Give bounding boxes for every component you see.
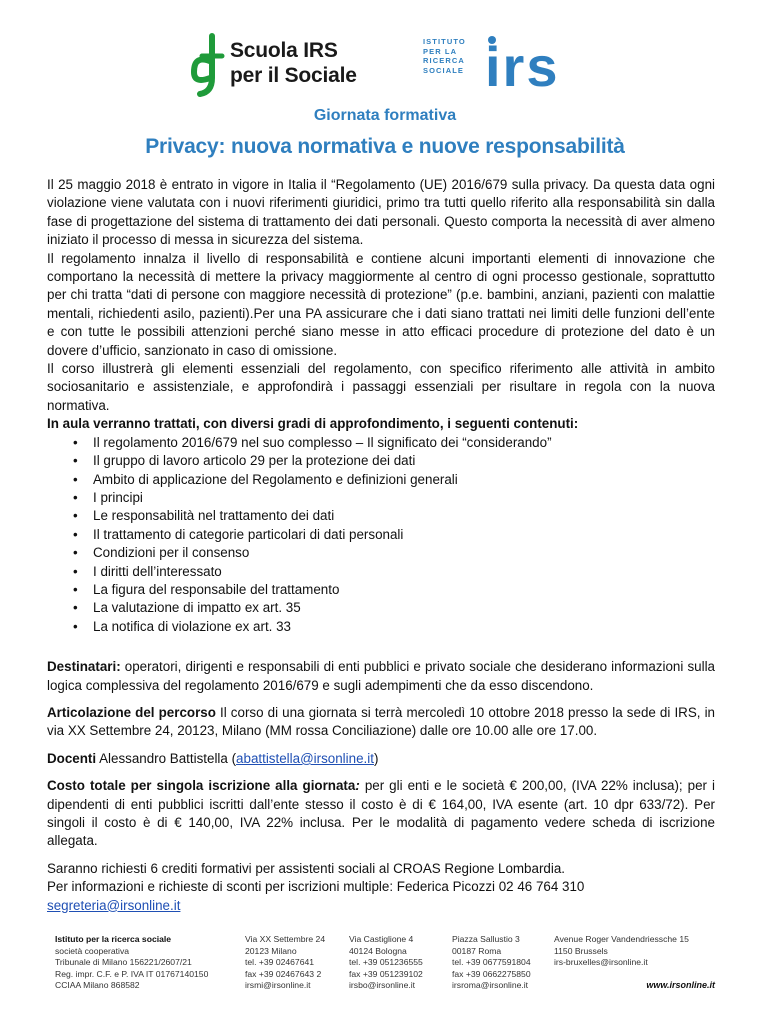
- footer-line: irs-bruxelles@irsonline.it: [554, 957, 648, 968]
- irs-logo-small-line: ISTITUTO: [423, 37, 466, 46]
- footer-line: fax +39 02467643 2: [245, 968, 322, 979]
- footer-line: Tribunale di Milano 156221/2607/21: [55, 957, 192, 968]
- footer-line: CCIAA Milano 868582: [55, 980, 140, 991]
- list-item: • Ambito di applicazione del Regolamento e definizioni generali: [93, 471, 715, 489]
- articolazione-text: Il corso di una giornata si terrà mercoledì 10 ottobre 2018 presso la sede di IRS, in via XX Settembre 24, 20123, Milano (MM rossa Conciliazione) dalle ore 10.00 alle ore 17.00.: [47, 704, 716, 739]
- intro-paragraph: Il 25 maggio 2018 è entrato in vigore in Italia il “Regolamento (UE) 2016/679 sulla privacy. Da questa data ogni violazione viene valutata con i nuovi riferimenti giuridici, primo tra tutti quello riferito alla responsabilità sin dalla fase di progettazione del sistema di trattamento dei dati personali. Questo comporta la necessità di aver almeno iniziato il processo di messa in sicurezza del sistema.: [47, 177, 715, 248]
- list-item: • Il trattamento di categorie particolari di dati personali: [93, 526, 715, 544]
- footer-line: società cooperativa: [55, 945, 130, 956]
- scuola-irs-mark-icon: [188, 32, 228, 98]
- list-item: • La notifica di violazione ex art. 33: [93, 618, 715, 636]
- scuola-logo-line1: Scuola IRS: [230, 39, 338, 62]
- topics-intro: In aula verranno trattati, con diversi gradi di approfondimento, i seguenti contenuti:: [47, 416, 579, 432]
- footer-line: tel. +39 02467641: [245, 957, 315, 968]
- footer-col-company: [55, 934, 208, 992]
- footer-line: 1150 Brussels: [554, 945, 608, 956]
- footer-line: 40124 Bologna: [349, 945, 407, 956]
- docenti-label: Docenti: [47, 750, 97, 766]
- footer-line: fax +39 0662275850: [452, 968, 531, 979]
- list-item: • Condizioni per il consenso: [93, 544, 715, 562]
- list-item: • La figura del responsabile del trattamento: [93, 581, 715, 599]
- list-item: • I principi: [93, 489, 715, 507]
- info-email-link[interactable]: segreteria@irsonline.it: [47, 897, 181, 913]
- costo-text: per gli enti e le società € 200,00, (IVA 22% inclusa); per i dipendenti di enti pubblici iscritti dall’ente stesso il costo è di € 164,00, IVA esente (art. 10 dpr 633/72). Per singoli il costo è di € 140,00, IVA 22% inclusa. Per le modalità di pagamento vedere scheda di iscrizione allegata.: [47, 778, 715, 849]
- header-logos: [0, 30, 770, 100]
- articolazione-section: [47, 704, 715, 741]
- footer-col-brussels: [554, 934, 689, 969]
- irs-logo-small-line: RICERCA: [423, 56, 465, 65]
- footer-line: Piazza Sallustio 3: [452, 934, 520, 944]
- articolazione-label: Articolazione del percorso: [47, 704, 216, 720]
- footer-website-link[interactable]: www.irsonline.it: [646, 980, 715, 990]
- destinatari-text: operatori, dirigenti e responsabili di enti pubblici e privato sociale che desiderano informazioni sulla logica complessiva del regolamento 2016/679 e sugli adempimenti che da esso discendono.: [47, 659, 715, 693]
- footer-line: 20123 Milano: [245, 945, 297, 956]
- irs-logo-big-text: irs: [485, 35, 560, 94]
- footer-line: Reg. impr. C.F. e P. IVA IT 01767140150: [55, 968, 209, 979]
- list-item: • I diritti dell’interessato: [93, 563, 715, 581]
- document-body: [47, 176, 715, 915]
- list-item: • Il regolamento 2016/679 nel suo complesso – Il significato dei “considerando”: [93, 434, 715, 452]
- footer-line: irsbo@irsonline.it: [349, 980, 416, 991]
- irs-logo-big-mark: [483, 34, 583, 94]
- irs-logo: [423, 32, 593, 98]
- docenti-text: Alessandro Battistella (: [96, 750, 237, 766]
- footer-line: 00187 Roma: [452, 945, 502, 956]
- footer-line: Avenue Roger Vandendriessche 15: [554, 934, 689, 944]
- destinatari-section: [47, 658, 715, 695]
- destinatari-label: Destinatari:: [47, 659, 121, 675]
- footer-company-title: Istituto per la ricerca sociale: [55, 934, 172, 944]
- footer-col-bologna: [349, 934, 423, 992]
- info-text: Per informazioni e richieste di sconti per iscrizioni multiple: Federica Picozzi 02 46 764 310: [47, 879, 585, 895]
- footer-line: tel. +39 0677591804: [452, 957, 531, 968]
- footer-col-roma: [452, 934, 531, 992]
- page-title: Privacy: nuova normativa e nuove responsabilità: [145, 135, 625, 158]
- costo-section: [47, 777, 715, 851]
- footer-line: irsroma@irsonline.it: [452, 980, 529, 991]
- footer: [55, 934, 715, 994]
- footer-line: Via XX Settembre 24: [245, 934, 326, 944]
- irs-logo-small-line: SOCIALE: [423, 65, 465, 75]
- list-item: • La valutazione di impatto ex art. 35: [93, 599, 715, 617]
- scuola-logo-line2: per il Sociale: [230, 64, 357, 87]
- docenti-close: ): [373, 750, 379, 766]
- page-subtitle: Giornata formativa: [313, 107, 457, 124]
- scuola-irs-logo: [188, 32, 378, 98]
- costo-colon: :: [355, 778, 360, 794]
- course-paragraph: Il corso illustrerà gli elementi essenziali del regolamento, con specifico riferimento alle attività in ambito sociosanitario e assistenziale, e approfondirà i passaggi essenziali per risultare in regola con la nuova normativa.: [47, 361, 715, 413]
- list-item: • Le responsabilità nel trattamento dei dati: [93, 507, 715, 525]
- footer-line: irsmi@irsonline.it: [245, 980, 311, 991]
- docenti-section: [47, 750, 715, 768]
- footer-line: Via Castiglione 4: [349, 934, 414, 944]
- crediti-text: Saranno richiesti 6 crediti formativi per assistenti sociali al CROAS Regione Lombardia.: [47, 860, 565, 876]
- regulation-paragraph: Il regolamento innalza il livello di responsabilità e contiene alcuni importanti elementi di innovazione che comportano la necessità di mettere la privacy maggiormente al centro di ogni processo gestionale, soprattutto per chi tratta “dati di persone con maggiore necessità di protezione” (p.e. bambini, anziani, pazienti con malattie mentali, richiedenti asilo, pazienti).Per una PA assicurare che i dati siano trattati nei limiti delle funzioni dell’ente e con tutte le possibili attenzioni perché siano messe in atto efficaci procedure di protezione del dato è un dovere d’ufficio, sanzionato in caso di omissione.: [47, 250, 715, 358]
- irs-logo-small-line: PER LA: [423, 46, 458, 56]
- footer-col-milano: [245, 934, 325, 992]
- footer-line: fax +39 051239102: [349, 968, 423, 979]
- topics-list: [47, 434, 715, 636]
- costo-label: Costo totale per singola iscrizione alla giornata: [47, 778, 356, 794]
- irs-logo-small-text: [423, 37, 483, 75]
- docenti-email-link[interactable]: abattistella@irsonline.it: [236, 750, 374, 766]
- list-item: • Il gruppo di lavoro articolo 29 per la protezione dei dati: [93, 452, 715, 470]
- footer-line: tel. +39 051236555: [349, 957, 423, 968]
